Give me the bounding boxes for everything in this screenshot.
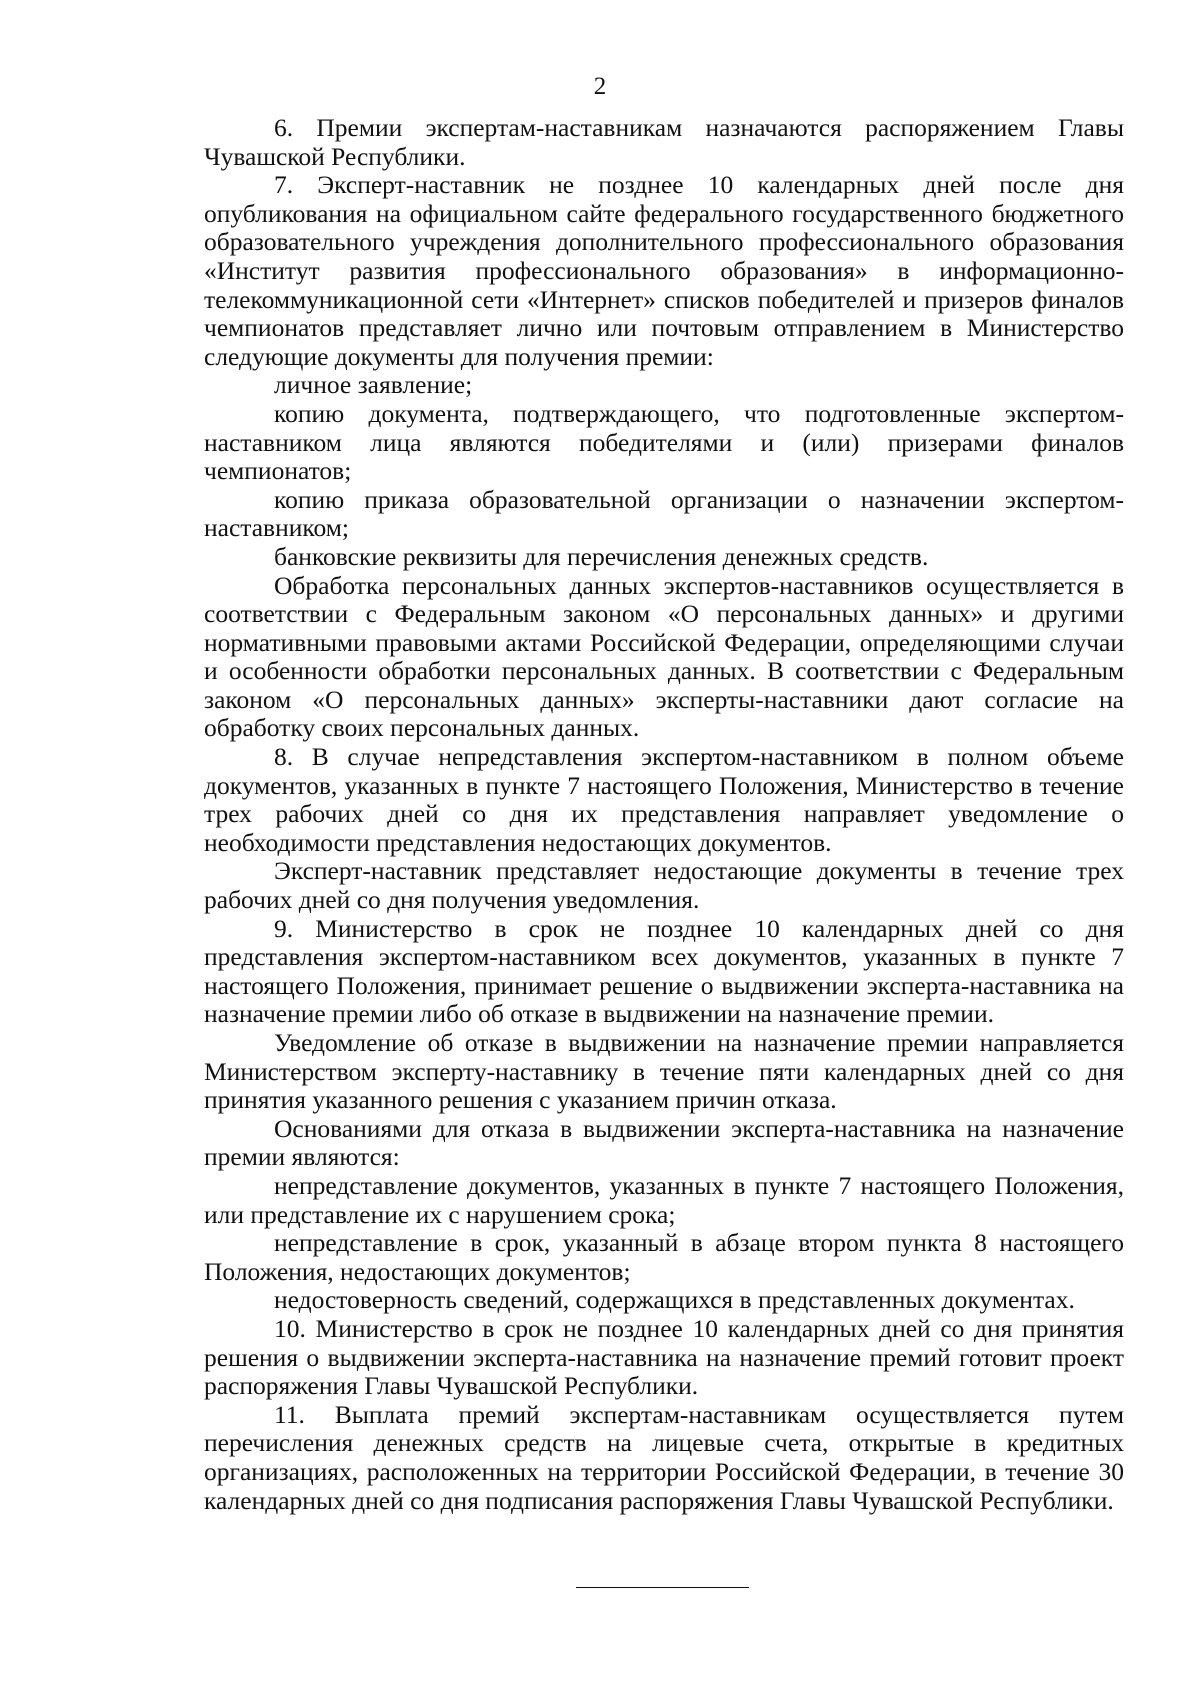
paragraph-missing-documents-deadline: Эксперт-наставник представляет недостающие документы в течение трех рабочих дней со дня получения уведомления. [204, 856, 1124, 915]
list-item-inaccurate-information: недостоверность сведений, содержащихся в представленных документах. [274, 1285, 1075, 1315]
paragraph-refusal-notice: Уведомление об отказе в выдвижении на назначение премии направляется Министерством эксперту-наставнику в течение пяти календарных дней со дня принятия указанного решения с указанием причин отказа. [204, 1028, 1124, 1115]
list-item-bank-details: банковские реквизиты для перечисления денежных средств. [274, 541, 929, 571]
list-item-appointment-order: копию приказа образовательной организации о назначении экспертом-наставником; [204, 484, 1124, 543]
paragraph-refusal-grounds: Основаниями для отказа в выдвижении эксперта-наставника на назначение премии являются: [204, 1113, 1124, 1172]
paragraph-10-draft-order: 10. Министерство в срок не позднее 10 календарных дней со дня принятия решения о выдвижении эксперта-наставника на назначение премий готовит проект распоряжения Главы Чувашской Республики. [204, 1313, 1124, 1401]
paragraph-7-documents-submission: 7. Эксперт-наставник не позднее 10 календарных дней после дня опубликования на официальном сайте федерального государственного бюджетного образовательного учреждения дополнительного профессионального образования «Институт развития профессионального образования» в информационно-телекоммуникационной сети «Интернет» списков победителей и призеров финалов чемпионатов представляет лично или почтовым отправлением в Министерство следующие документы для получения премии: [204, 170, 1124, 371]
paragraph-8-missing-documents: 8. В случае непредставления экспертом-наставником в полном объеме документов, указанных в пункте 7 настоящего Положения, Министерство в течение трех рабочих дней со дня их представления направляет уведомление о необходимости представления недостающих документов. [204, 742, 1124, 857]
list-item-missing-documents-not-submitted: непредставление в срок, указанный в абзаце втором пункта 8 настоящего Положения, недостающих документов; [204, 1228, 1124, 1286]
document-body [204, 114, 1124, 1515]
end-divider [576, 1587, 749, 1588]
list-item-personal-application: личное заявление; [274, 370, 473, 400]
page-number: 2 [593, 73, 607, 100]
list-item-documents-not-submitted: непредставление документов, указанных в пункте 7 настоящего Положения, или представление их с нарушением срока; [204, 1170, 1124, 1229]
paragraph-personal-data-processing: Обработка персональных данных экспертов-наставников осуществляется в соответствии с Федеральным законом «О персональных данных» и другими нормативными правовыми актами Российской Федерации, определяющими случаи и особенности обработки персональных данных. В соответствии с Федеральным законом «О персональных данных» эксперты-наставники дают согласие на обработку своих персональных данных. [204, 570, 1124, 743]
paragraph-11-payment: 11. Выплата премий экспертам-наставникам осуществляется путем перечисления денежных средств на лицевые счета, открытые в кредитных организациях, расположенных на территории Российской Федерации, в течение 30 календарных дней со дня подписания распоряжения Главы Чувашской Республики. [204, 1399, 1124, 1515]
list-item-winner-confirmation: копию документа, подтверждающего, что подготовленные экспертом-наставником лица являются победителями и (или) призерами финалов чемпионатов; [204, 398, 1124, 486]
paragraph-6-awards-by-order: 6. Премии экспертам-наставникам назначаются распоряжением Главы Чувашской Республики. [204, 113, 1124, 171]
paragraph-9-nomination-decision: 9. Министерство в срок не позднее 10 календарных дней со дня представления экспертом-наставником всех документов, указанных в пункте 7 настоящего Положения, принимает решение о выдвижении эксперта-наставника на назначение премии либо об отказе в выдвижении на назначение премии. [204, 913, 1124, 1029]
